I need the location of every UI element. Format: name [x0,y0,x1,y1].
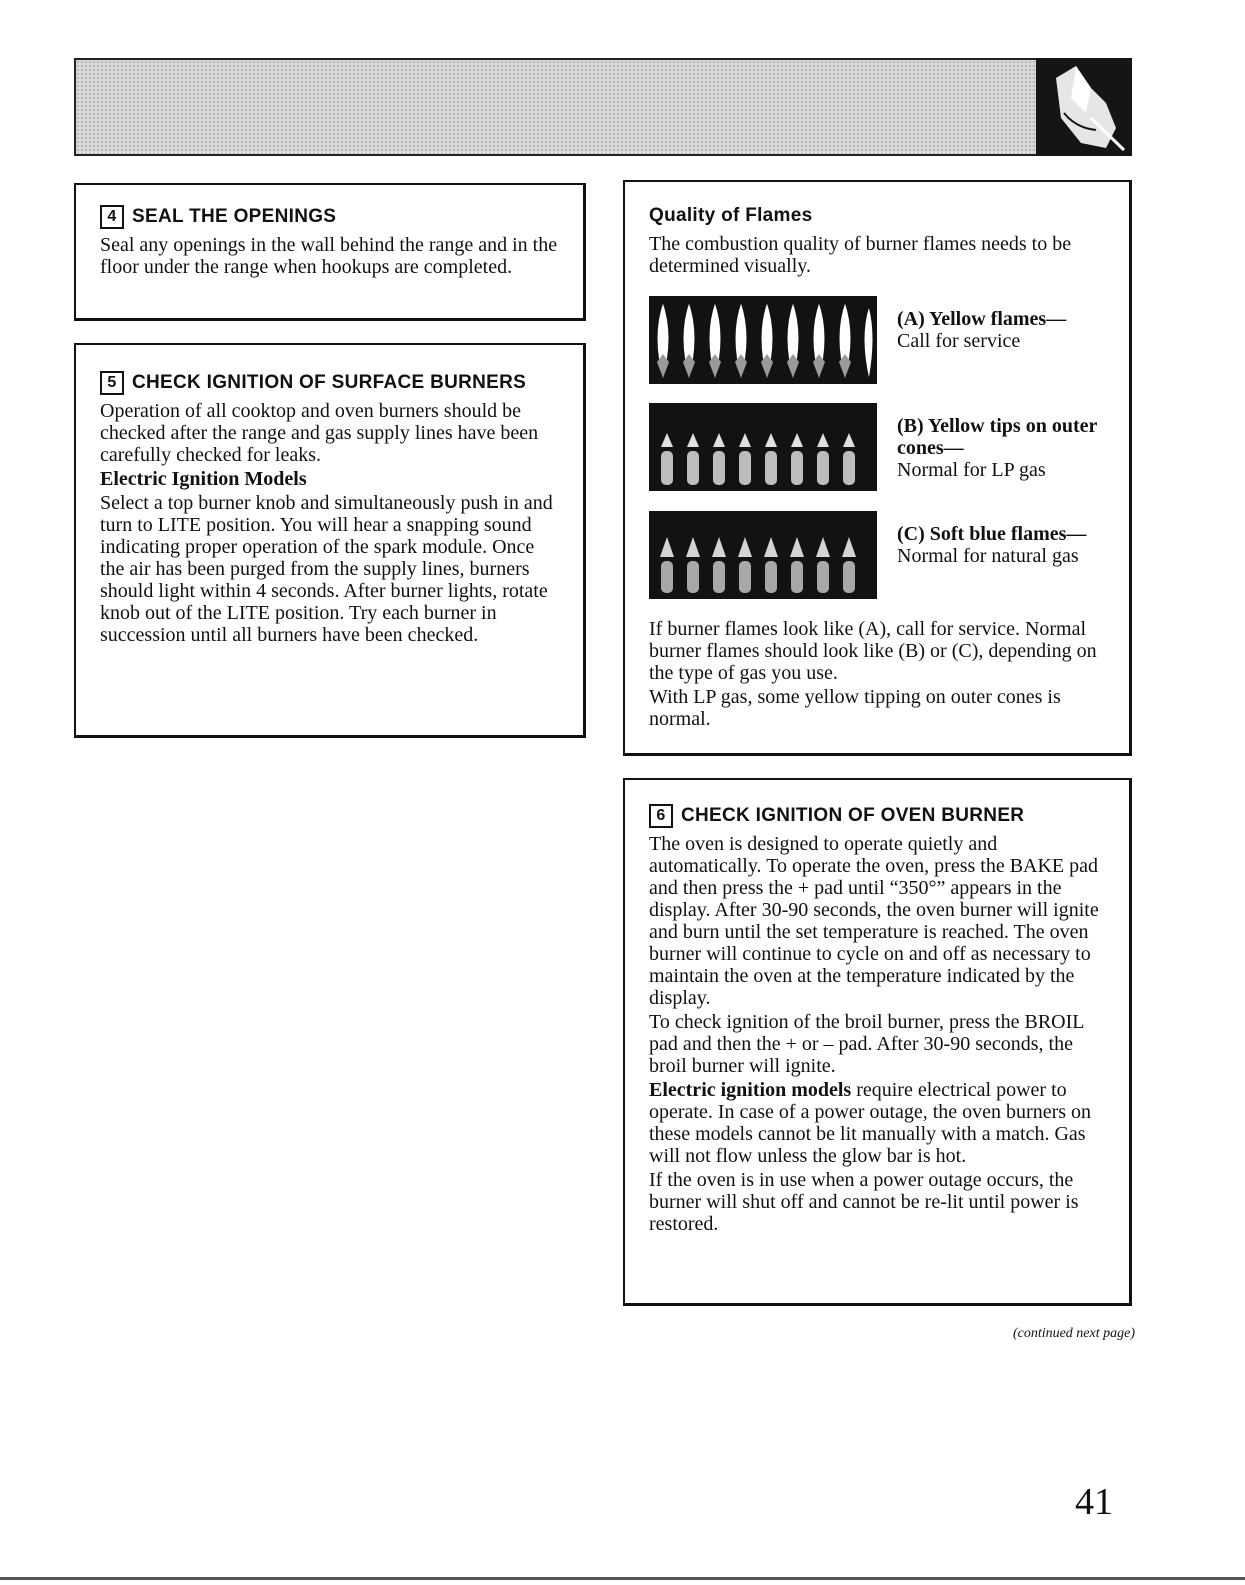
step-6-para-4: If the oven is in use when a power outage occurs, the burner will shut off and cannot be re-lit until power is restored. [649,1169,1079,1235]
flames-notes [649,618,1109,732]
flame-row-a [649,296,1089,384]
step-4-body: Seal any openings in the wall behind the range and in the floor under the range when hookups are completed. [100,234,558,278]
flame-description: Call for service [897,330,1021,352]
yellow-tip-flame-icon [649,403,877,491]
step-5-body: Select a top burner knob and simultaneously push in and turn to LITE position. You will hear a snapping sound indicating proper operation of the spark module. Once the air has been purged from the supply lines, burners should light within 4 seconds. After burner lights, rotate knob out of the LITE position. Try each burner in succession until all burners have been checked. [100,492,553,646]
step-6-title: CHECK IGNITION OF OVEN BURNER [681,805,1025,826]
step-4-panel [74,183,586,321]
flames-intro: The combustion quality of burner flames needs to be determined visually. [649,233,1072,277]
step-6-panel [623,778,1132,1306]
step-number-badge: 5 [100,371,124,395]
flames-note-1: If burner flames look like (A), call for service. Normal burner flames should look like (B) or (C), depending on the type of gas you use. [649,618,1097,684]
bottom-rule [0,1577,1245,1580]
flames-panel [623,180,1132,756]
step-6-para-1: The oven is designed to operate quietly and automatically. To operate the oven, press the BAKE pad and then press the + pad until “350°” appears in the display. After 30-90 seconds, the oven burner will ignite and burn until the set temperature is reached. The oven burner will continue to cycle on and off as necessary to maintain the oven at the temperature indicated by the display. [649,833,1099,1009]
step-5-title: CHECK IGNITION OF SURFACE BURNERS [132,372,527,393]
flame-title: (B) Yellow tips on outer cones— [897,415,1097,459]
flame-description: Normal for LP gas [897,459,1046,481]
flame-row-b [649,403,1097,491]
step-6-para-2: To check ignition of the broil burner, press the BROIL pad and then the + or – pad. After 30-90 seconds, the broil burner will ignite. [649,1011,1084,1077]
step-6-para-3 [649,1079,1105,1167]
hand-icon [1036,58,1132,156]
blue-flame-icon [649,511,877,599]
flame-title: (C) Soft blue flames— [897,523,1087,545]
flame-title: (A) Yellow flames— [897,308,1067,330]
continued-note: (continued next page) [1012,1326,1135,1341]
flame-label-b [897,415,1127,481]
step-6-para-3-bold: Electric ignition models [649,1079,852,1101]
flame-description: Normal for natural gas [897,545,1079,567]
page-number: 41 [1075,1481,1113,1523]
flame-label-a [897,308,1127,352]
step-6-para-3-rest: require electrical power to operate. In case of a power outage, the oven burners on these models cannot be lit manually with a match. Gas will not flow unless the glow bar is hot. [649,1079,1092,1167]
flame-row-c [649,511,1089,599]
step-number-badge: 4 [100,205,124,229]
flames-heading: Quality of Flames [649,205,813,226]
header-banner [74,58,1132,156]
yellow-flame-icon [649,296,877,384]
step-5-subhead: Electric Ignition Models [100,468,307,490]
flame-label-c [897,523,1127,567]
step-5-panel [74,343,586,738]
step-4-heading [100,205,559,229]
flames-note-2: With LP gas, some yellow tipping on outer cones is normal. [649,686,1061,730]
step-number-badge: 6 [649,804,673,828]
step-4-title: SEAL THE OPENINGS [132,206,337,227]
step-5-intro: Operation of all cooktop and oven burners should be checked after the range and gas supply lines have been carefully checked for leaks. [100,400,539,466]
step-6-heading [649,804,1105,828]
step-5-heading [100,371,559,395]
